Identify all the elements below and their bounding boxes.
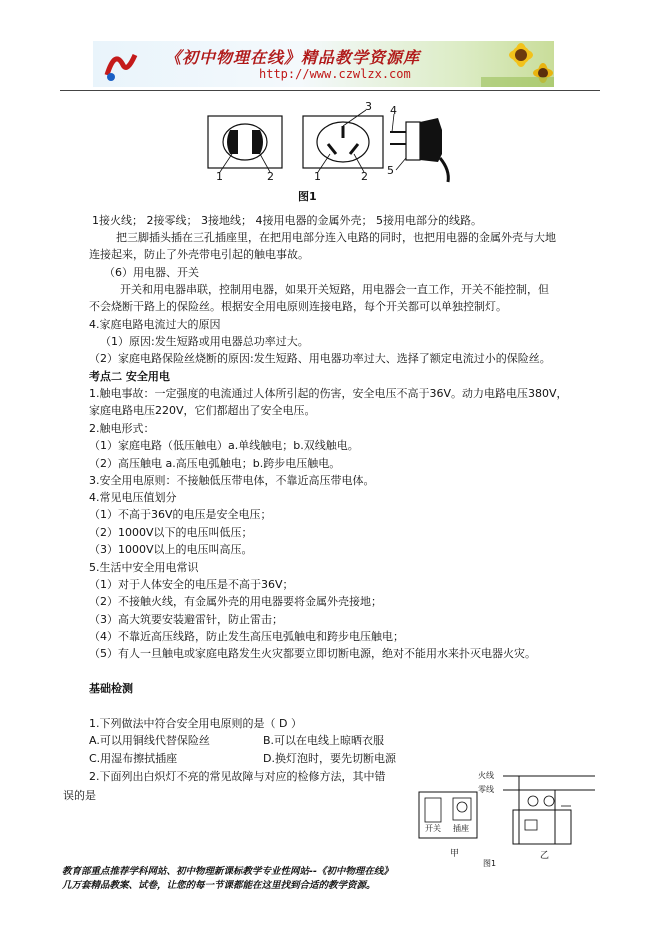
header-banner (93, 41, 554, 87)
question2-line1: 2.下面列出白炽灯不亮的常见故障与对应的检修方法，其中错 (89, 770, 386, 783)
logo-icon (101, 45, 141, 83)
k1-line1: 1.触电事故：一定强度的电流通过人体所引起的伤害，安全电压不高于36V。动力电路电压380V， (89, 387, 568, 400)
fig1-label-5: 5 (387, 164, 394, 177)
fig1-label-1b: 1 (314, 170, 321, 183)
k1-line2: 家庭电路电压220V，它们都超出了安全电压。 (89, 404, 316, 417)
k4-item2: （2）1000V以下的电压叫低压； (89, 526, 253, 539)
circuit-fig-label: 图1 (483, 859, 497, 868)
k4-item1: （1）不高于36V的电压是安全电压； (89, 508, 272, 521)
k5-item1: （1）对于人体安全的电压是不高于36V； (89, 578, 294, 591)
k5-item4: （4）不靠近高压线路，防止发生高压电弧触电和跨步电压触电； (89, 630, 404, 643)
question1-option-a: A.可以用铜线代替保险丝 (89, 734, 210, 747)
footer-line2: 几万套精品教案、试卷，让您的每一节课都能在这里找到合适的教学资源。 (62, 880, 376, 891)
circuit-jia-label: 甲 (450, 849, 460, 859)
fig1-label-1: 1 (216, 170, 223, 183)
k4-item3: （3）1000V以上的电压叫高压。 (89, 543, 253, 556)
footer-line1: 教育部重点推荐学科网站、初中物理新课标教学专业性网站--《初中物理在线》 (62, 866, 393, 877)
section4-title: 4.家庭电路电流过大的原因 (89, 318, 221, 331)
figure1-plug-socket (200, 100, 470, 200)
section6-line1: 开关和用电器串联，控制用电器，如果开关短路，用电器会一直工作，开关不能控制，但 (120, 283, 549, 296)
keypoint2-title: 考点二 安全用电 (89, 370, 170, 383)
fig1-label-4: 4 (390, 104, 397, 117)
k4-title: 4.常见电压值划分 (89, 491, 177, 504)
k5-item5: （5）有人一旦触电或家庭电路发生火灾都要立即切断电源，绝对不能用水来扑灭电器火灾。 (89, 647, 536, 660)
k2-item1: （1）家庭电路（低压触电）a.单线触电；b.双线触电。 (89, 439, 359, 452)
header-rule (60, 90, 600, 91)
k2-item2: （2）高压触电 a.高压电弧触电；b.跨步电压触电。 (89, 457, 341, 470)
fig1-label-3: 3 (365, 100, 372, 113)
question1: 1.下列做法中符合安全用电原则的是（ D ） (89, 717, 302, 730)
para1-line2: 连接起来，防止了外壳带电引起的触电事故。 (89, 248, 309, 261)
fig1-caption: 图1 (298, 190, 317, 203)
section4-item2: （2）家庭电路保险丝烧断的原因:发生短路、用电器功率过大、选择了额定电流过小的保险丝。 (89, 352, 551, 365)
section6-line2: 不会烧断干路上的保险丝。根据安全用电原则连接电路，每个开关都可以单独控制灯。 (89, 300, 507, 313)
k2-title: 2.触电形式： (89, 422, 155, 435)
k3-line: 3.安全用电原则：不接触低压带电体，不靠近高压带电体。 (89, 474, 375, 487)
circuit-switch-label: 开关 (425, 824, 441, 833)
basic-test-title: 基础检测 (89, 682, 133, 695)
circuit-fire-line-label: 火线 (478, 771, 494, 780)
fig1-label-2: 2 (267, 170, 274, 183)
sunflower-icon (481, 41, 554, 87)
k5-item3: （3）高大筑要安装避雷针，防止雷击； (89, 613, 283, 626)
question2-line2: 误的是 (63, 789, 96, 802)
para1-line1: 把三脚插头插在三孔插座里，在把用电部分连入电路的同时，也把用电器的金属外壳与大地 (116, 231, 556, 244)
circuit-socket-label: 插座 (453, 824, 469, 833)
circuit-yi-label: 乙 (540, 851, 550, 861)
section4-item1: （1）原因:发生短路或用电器总功率过大。 (100, 335, 309, 348)
circuit-figure (415, 770, 595, 858)
legend-line: 1接火线； 2接零线； 3接地线； 4接用电器的金属外壳； 5接用电部分的线路。 (92, 214, 482, 227)
section6-title: （6）用电器、开关 (104, 266, 199, 279)
question1-option-c: C.用湿布擦拭插座 (89, 752, 178, 765)
circuit-zero-line-label: 零线 (478, 785, 494, 794)
header-title: 《初中物理在线》精品教学资源库 (165, 48, 421, 67)
k5-title: 5.生活中安全用电常识 (89, 561, 199, 574)
header-url[interactable]: http://www.czwlzx.com (259, 67, 411, 81)
fig1-label-2b: 2 (361, 170, 368, 183)
question1-option-d: D.换灯泡时，要先切断电源 (263, 752, 396, 765)
question1-option-b: B.可以在电线上晾晒衣服 (263, 734, 385, 747)
k5-item2: （2）不接触火线，有金属外壳的用电器要将金属外壳接地； (89, 595, 382, 608)
